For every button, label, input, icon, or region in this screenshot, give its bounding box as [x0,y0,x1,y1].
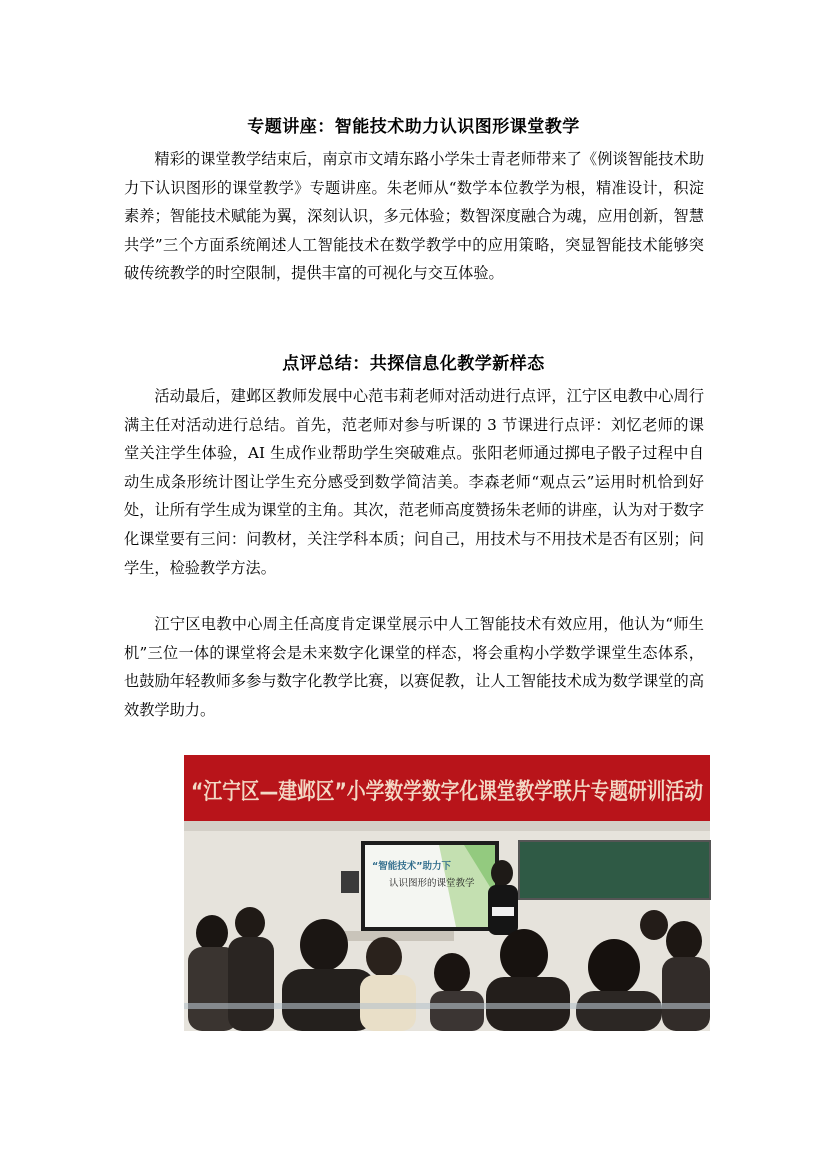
section2-paragraph2: 江宁区电教中心周主任高度肯定课堂展示中人工智能技术有效应用，他认为“师生机”三位一体的课堂将会是未来数字化课堂的样态，将会重构小学数学课堂生态体系，也鼓励年轻教师多参与数字化教学比赛，以赛促教，让人工智能技术成为数学课堂的高效教学助力。 [124,615,704,719]
section2-heading: 点评总结：共探信息化教学新样态 [282,354,545,374]
slide-title-line2: 认识图形的课堂教学 [389,878,475,889]
event-photo [184,755,806,1031]
section2-paragraph1: 活动最后，建邺区教师发展中心范韦莉老师对活动进行点评，江宁区电教中心周行满主任对活动进行总结。首先，范老师对参与听课的 3 节课进行点评：刘忆老师的课堂关注学生体验，AI 生成作业帮助学生突破难点。张阳老师通过掷电子骰子过程中自动生成条形统计图让学生充分感受到数学简洁美。李森老师“观点云”运用时机恰到好处，让所有学生成为课堂的主角。其次，范老师高度赞扬朱老师的讲座，认为对于数字化课堂要有三问：问教材，关注学科本质；问自己，用技术与不用技术是否有区别；问学生，检验教学方法。 [124,387,704,577]
banner-text: “江宁区—建邺区”小学数学数字化课堂教学联片专题研训活动 [191,779,806,805]
section1-heading: 专题讲座：智能技术助力认识图形课堂教学 [247,117,580,137]
section1-paragraph: 精彩的课堂教学结束后，南京市文靖东路小学朱士青老师带来了《例谈智能技术助力下认识图形的课堂教学》专题讲座。朱老师从“数学本位教学为根，精准设计，积淀素养；智能技术赋能为翼，深刻认识，多元体验；数智深度融合为魂，应用创新，智慧共学”三个方面系统阐述人工智能技术在数学教学中的应用策略，突显智能技术能够突破传统教学的时空限制，提供丰富的可视化与交互体验。 [124,150,704,283]
slide-title-line1: “智能技术”助力下 [372,861,451,872]
